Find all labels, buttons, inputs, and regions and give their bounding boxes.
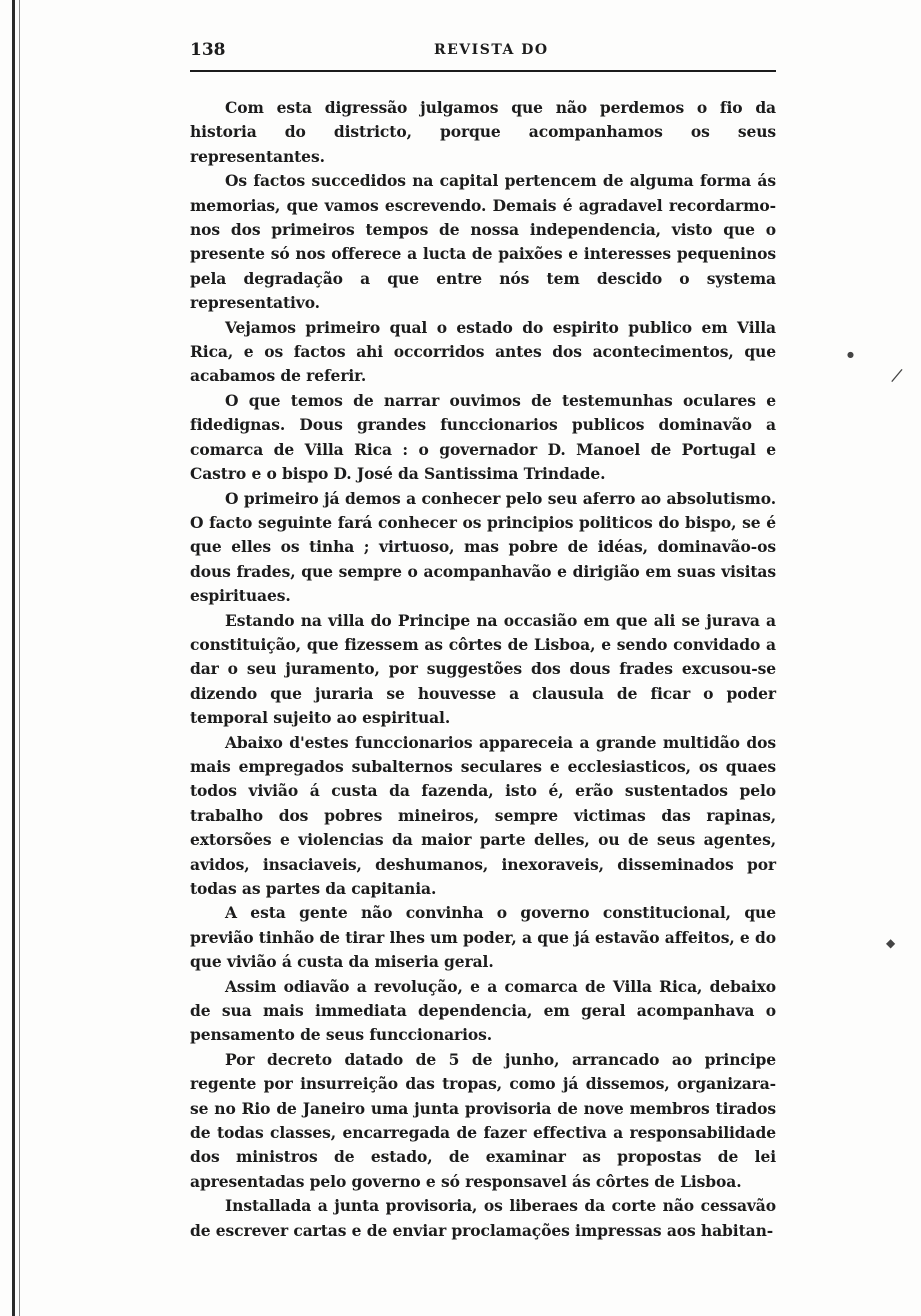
- paragraph: Os factos succedidos na capital pertencem de alguma forma ás memorias, que vamos escrevendo. Demais é agradavel recordarmo-nos dos primeiros tempos de nossa independencia, visto que o presente só nos offerece a lucta de paixões e interesses pequeninos pela degradação a que entre nós tem descido o systema representativo.: [190, 171, 776, 313]
- paragraph: Vejamos primeiro qual o estado do espirito publico em Villa Rica, e os factos ahi occorridos antes dos acontecimentos, que acabamos de referir.: [190, 317, 776, 386]
- page-edge-rule: [12, 0, 15, 1316]
- running-head: REVISTA DO: [434, 42, 549, 58]
- margin-ink-mark: ◆: [886, 936, 896, 950]
- paragraph: A esta gente não convinha o governo constitucional, que previão tinhão de tirar lhes um poder, a que já estavão affeitos, e do que vivião á custa da miseria geral.: [190, 903, 776, 972]
- header-divider: [190, 70, 776, 72]
- margin-dot-mark: ●: [847, 350, 854, 359]
- page-edge-rule-thin: [19, 0, 20, 1316]
- paragraph: Abaixo d'estes funccionarios appareceia a grande multidão dos mais empregados subalternos seculares e ecclesiasticos, os quaes todos vivião á custa da fazenda, isto é, erão sustentados pelo trabalho dos pobres mineiros, sempre victimas das rapinas, extorsões e violencias da maior parte delles, ou de seus agentes, avidos, insaciaveis, deshumanos, inexoraveis, disseminados por todas as partes da capitania.: [190, 732, 776, 898]
- paragraph: Estando na villa do Principe na occasião em que ali se jurava a constituição, que fizessem as côrtes de Lisboa, e sendo convidado a dar o seu juramento, por suggestões dos dous frades excusou-se dizendo que juraria se houvesse a clausula de ficar o poder temporal sujeito ao espiritual.: [190, 610, 776, 728]
- paragraph: Com esta digressão julgamos que não perdemos o fio da historia do districto, porque acompanhamos os seus representantes.: [190, 98, 776, 166]
- paragraph: Installada a junta provisoria, os liberaes da corte não cessavão de escrever cartas e de enviar proclamações impressas aos habitan-: [190, 1196, 776, 1240]
- paragraph: Assim odiavão a revolução, e a comarca de Villa Rica, debaixo de sua mais immediata dependencia, em geral acompanhava o pensamento de seus funccionarios.: [190, 976, 776, 1045]
- paragraph: O que temos de narrar ouvimos de testemunhas oculares e fidedignas. Dous grandes funccionarios publicos dominavão a comarca de Villa Rica : o governador D. Manoel de Portugal e Castro e o bispo D. José da Santissima Trindade.: [190, 390, 776, 484]
- page-number: 138: [190, 40, 226, 60]
- body-text: [190, 96, 776, 1243]
- paragraph: Por decreto datado de 5 de junho, arrancado ao principe regente por insurreição das tropas, como já dissemos, organizara-se no Rio de Janeiro uma junta provisoria de nove membros tirados de todas classes, encarregada de fazer effectiva a responsabilidade dos ministros de estado, de examinar as propostas de lei apresentadas pelo governo e só responsavel ás côrtes de Lisboa.: [190, 1049, 776, 1191]
- margin-stroke-mark: |: [889, 365, 906, 384]
- page-header: [190, 40, 776, 70]
- paragraph: O primeiro já demos a conhecer pelo seu aferro ao absolutismo. O facto seguinte fará conhecer os principios politicos do bispo, se é que elles os tinha ; virtuoso, mas pobre de idéas, dominavão-os dous frades, que sempre o acompanhavão e dirigião em suas visitas espirituaes.: [190, 488, 776, 606]
